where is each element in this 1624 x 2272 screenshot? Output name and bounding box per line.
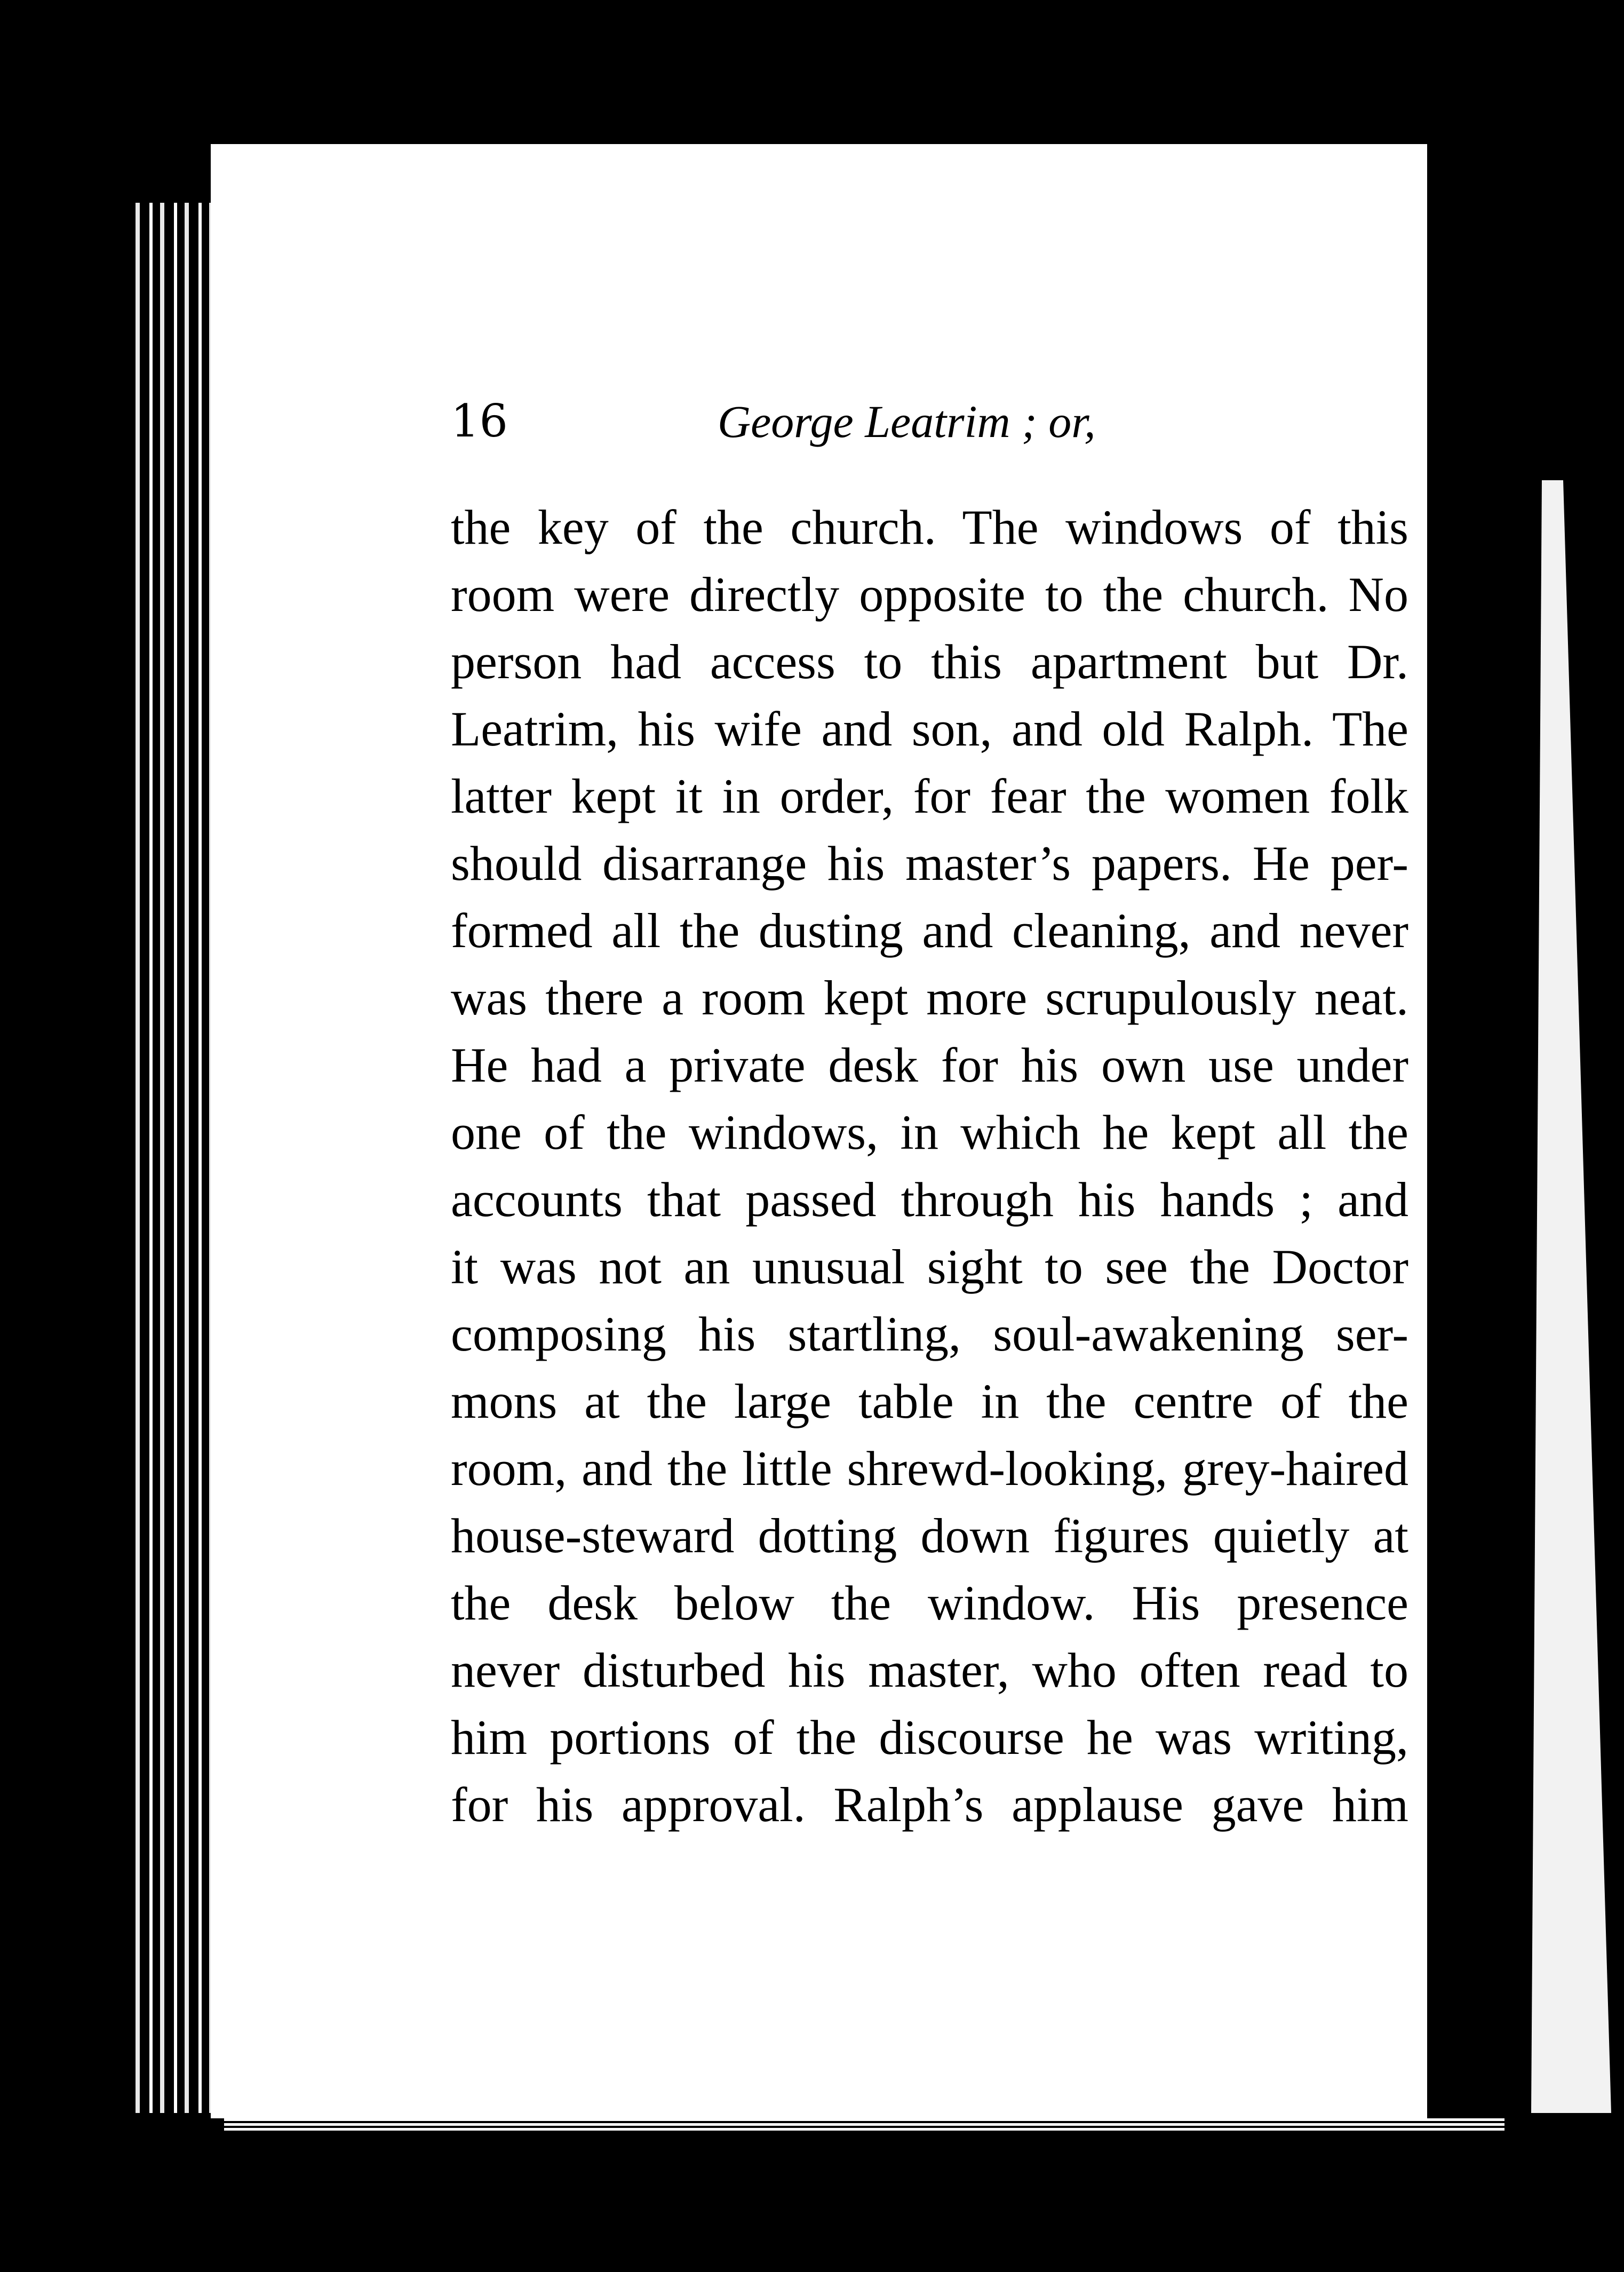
- text-line: him portions of the discourse he was writing,: [451, 1710, 1408, 1765]
- text-line: person had access to this apartment but Dr.: [451, 634, 1408, 689]
- page-header: [451, 384, 1411, 464]
- text-line: one of the windows, in which he kept all the: [451, 1105, 1408, 1159]
- text-line: room, and the little shrewd-looking, grey-haired: [451, 1441, 1408, 1496]
- page-number: 16: [451, 395, 508, 447]
- text-line: should disarrange his master’s papers. He per-: [451, 836, 1408, 891]
- text-line: house-steward dotting down figures quietly at: [451, 1508, 1408, 1563]
- text-line: for his approval. Ralph’s applause gave him: [451, 1777, 1408, 1832]
- text-line: He had a private desk for his own use under: [451, 1038, 1408, 1092]
- text-line: it was not an unusual sight to see the Doctor: [451, 1240, 1408, 1294]
- running-head: George Leatrim ; or,: [718, 396, 1096, 447]
- text-line: room were directly opposite to the church. No: [451, 567, 1408, 622]
- text-line: formed all the dusting and cleaning, and never: [451, 903, 1408, 958]
- text-line: never disturbed his master, who often read to: [451, 1643, 1408, 1697]
- body-text: [451, 494, 1408, 1838]
- text-line: was there a room kept more scrupulously neat.: [451, 971, 1408, 1025]
- book-binding-edge: [128, 203, 224, 2113]
- text-line: mons at the large table in the centre of the: [451, 1374, 1408, 1428]
- text-line: Leatrim, his wife and son, and old Ralph. The: [451, 702, 1408, 756]
- text-line: the desk below the window. His presence: [451, 1576, 1408, 1630]
- page-bottom-edge: [224, 2118, 1504, 2132]
- text-line: accounts that passed through his hands ; and: [451, 1172, 1408, 1227]
- text-line: the key of the church. The windows of this: [451, 500, 1408, 554]
- text-line: composing his startling, soul-awakening ser-: [451, 1307, 1408, 1361]
- text-line: latter kept it in order, for fear the women folk: [451, 769, 1408, 823]
